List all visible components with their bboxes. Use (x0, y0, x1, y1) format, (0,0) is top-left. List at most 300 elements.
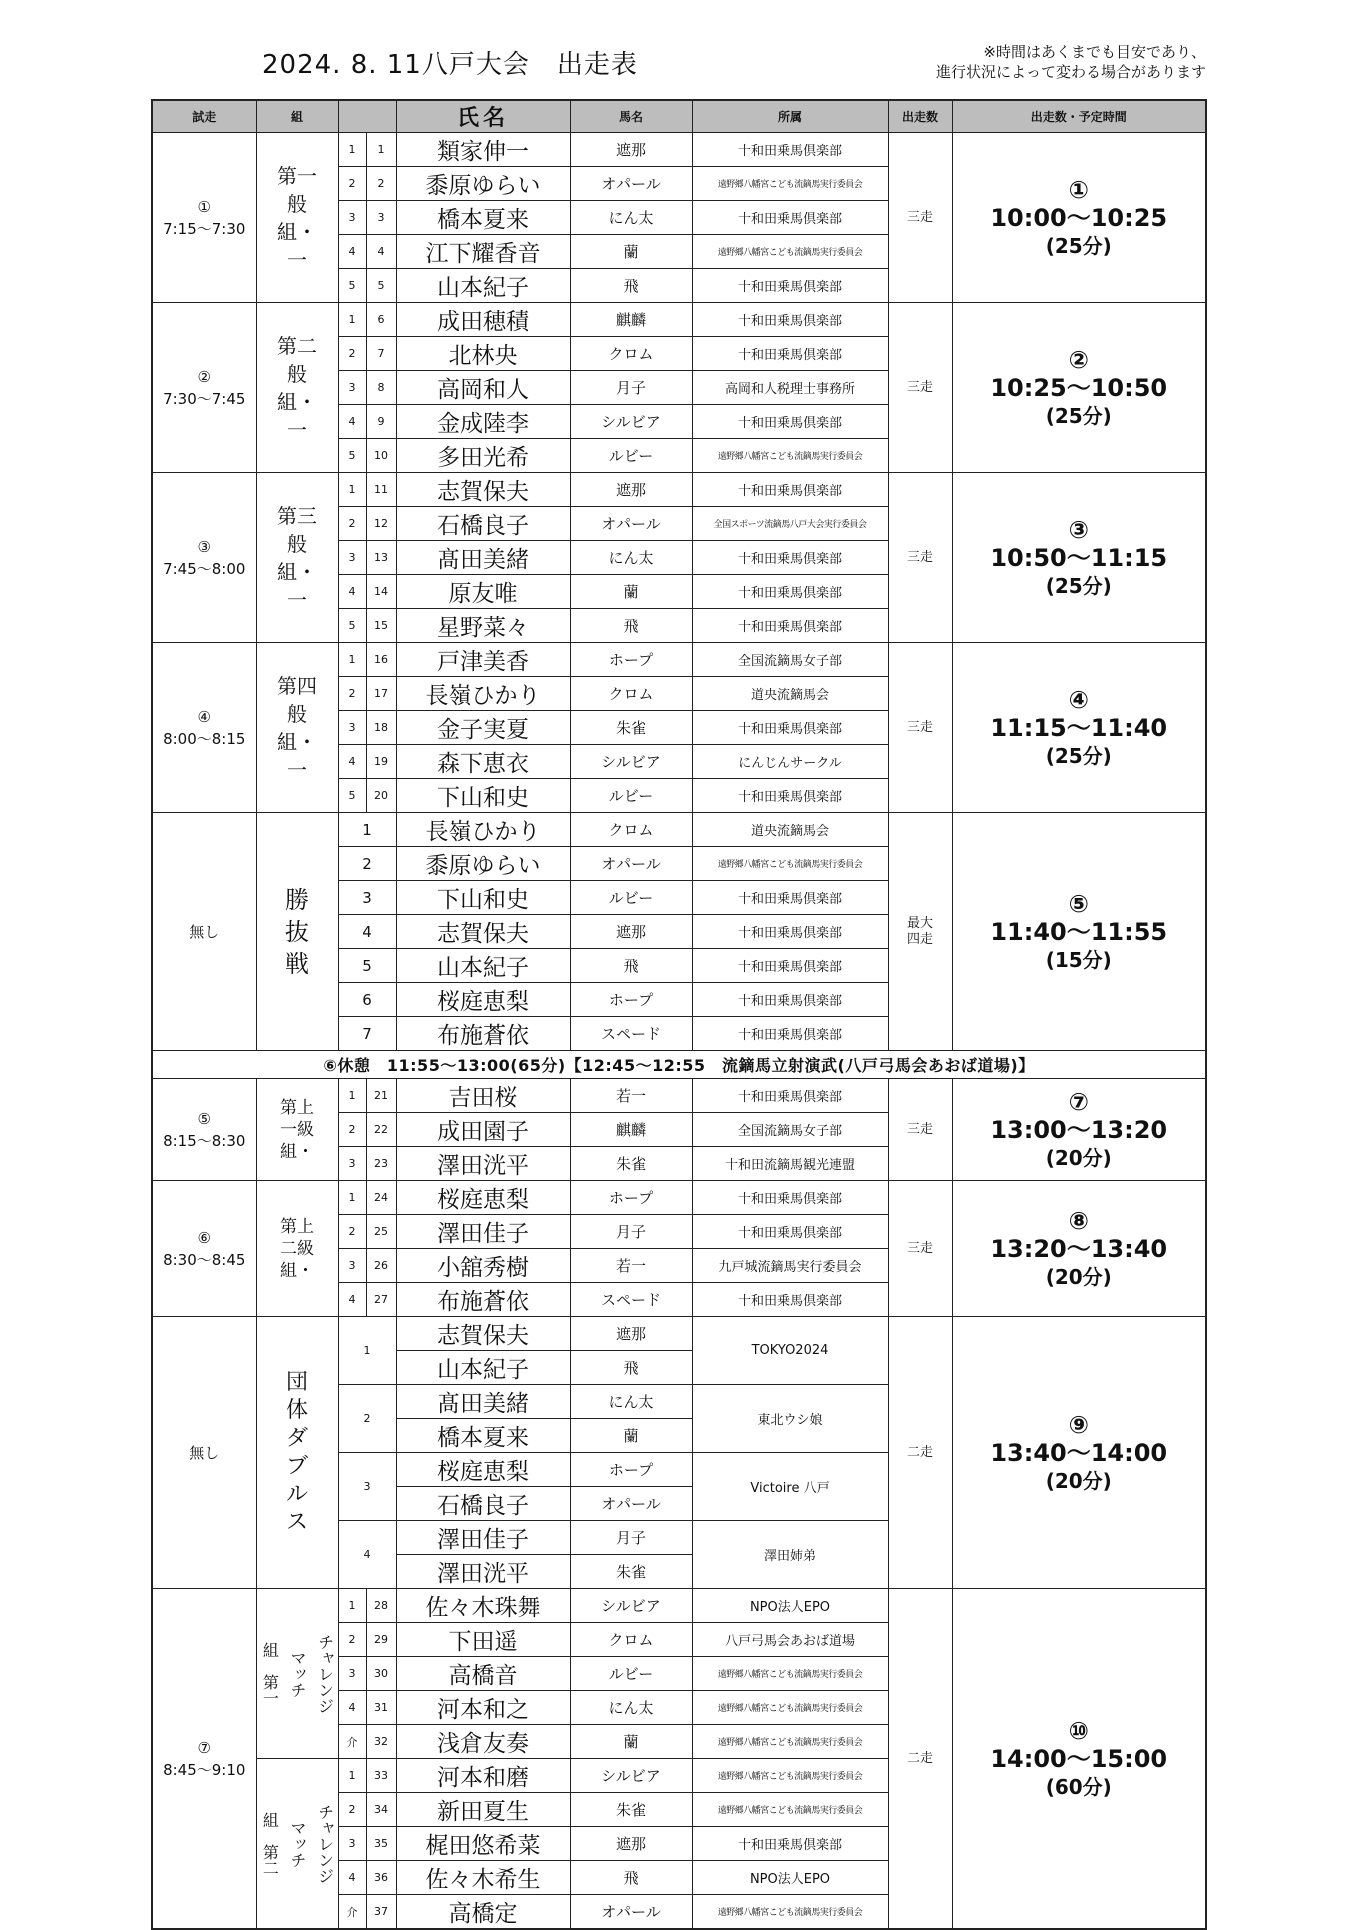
horse-name: 飛 (570, 1351, 692, 1385)
entry-number: 4 (338, 745, 366, 779)
affiliation: 高岡和人税理士事務所 (692, 371, 888, 405)
slot-duration: (20分) (1045, 1468, 1112, 1493)
affiliation: NPO法人EPO (692, 1589, 888, 1623)
trial-time: 7:45～8:00 (163, 559, 246, 578)
group-cell (256, 473, 338, 643)
entry-number: 1 (338, 1181, 366, 1215)
trial-cell (152, 133, 256, 303)
rider-name: 志賀保夫 (396, 915, 570, 949)
scheduled-time-cell (952, 1589, 1206, 1930)
entry-number: 2 (338, 677, 366, 711)
group-label-column: マッチ (287, 1819, 307, 1868)
affiliation: 十和田乗馬倶楽部 (692, 541, 888, 575)
runs-count: 三走 (888, 133, 952, 303)
scheduled-time-cell (952, 133, 1206, 303)
break-row (152, 1051, 1206, 1079)
horse-name: 飛 (570, 269, 692, 303)
scheduled-time-cell (952, 473, 1206, 643)
affiliation: 十和田乗馬倶楽部 (692, 711, 888, 745)
horse-name: 若一 (570, 1079, 692, 1113)
affiliation: 遠野郷八幡宮こども流鏑馬実行委員会 (692, 439, 888, 473)
horse-name: 月子 (570, 371, 692, 405)
trial-number: ① (197, 197, 211, 216)
entry-number: 6 (338, 983, 396, 1017)
group-label-line-2: 二級 (280, 1238, 314, 1259)
rider-name: 浅倉友奏 (396, 1725, 570, 1759)
trial-time: 7:15～7:30 (163, 219, 246, 238)
rider-name: 河本和磨 (396, 1759, 570, 1793)
affiliation: 全国スポーツ流鏑馬八戸大会実行委員会 (692, 507, 888, 541)
entry-number: 3 (338, 1147, 366, 1181)
table-row (152, 1317, 1206, 1351)
scheduled-time-cell (952, 643, 1206, 813)
entry-number: 4 (338, 575, 366, 609)
rider-number: 11 (366, 473, 396, 507)
rider-name: 布施蒼依 (396, 1017, 570, 1051)
trial-cell (152, 1181, 256, 1317)
rider-name: 橋本夏来 (396, 1419, 570, 1453)
slot-number: ① (1068, 175, 1089, 204)
affiliation: 全国流鏑馬女子部 (692, 643, 888, 677)
affiliation: 十和田乗馬倶楽部 (692, 1215, 888, 1249)
trial-cell: 無し (152, 1317, 256, 1589)
team-name: 東北ウシ娘 (692, 1385, 888, 1453)
entry-number: 4 (338, 1691, 366, 1725)
trial-number: ⑦ (197, 1738, 211, 1757)
trial-time: 8:45～9:10 (163, 1760, 246, 1779)
horse-name: オパール (570, 847, 692, 881)
rider-name: 黍原ゆらい (396, 847, 570, 881)
slot-duration: (25分) (1045, 573, 1112, 598)
group-cell (256, 133, 338, 303)
rider-name: 山本紀子 (396, 269, 570, 303)
rider-name: 金子実夏 (396, 711, 570, 745)
slot-time: 13:20～13:40 (990, 1234, 1168, 1263)
horse-name: 麒麟 (570, 1113, 692, 1147)
rider-number: 26 (366, 1249, 396, 1283)
slot-number: ⑧ (1068, 1206, 1089, 1235)
team-number: 4 (338, 1521, 396, 1589)
runs-count: 三走 (888, 1079, 952, 1181)
slot-number: ④ (1068, 685, 1089, 714)
group-cell (256, 1079, 338, 1181)
slot-number: ③ (1068, 515, 1089, 544)
slot-duration: (60分) (1045, 1774, 1112, 1799)
rider-name: 桜庭恵梨 (396, 1181, 570, 1215)
rider-name: 佐々木希生 (396, 1861, 570, 1895)
rider-number: 3 (366, 201, 396, 235)
schedule-note (936, 42, 1206, 82)
horse-name: ルビー (570, 779, 692, 813)
horse-name: 蘭 (570, 1725, 692, 1759)
entry-number: 3 (338, 371, 366, 405)
start-list-table (151, 99, 1207, 1930)
rider-name: 下山和史 (396, 779, 570, 813)
rider-number: 29 (366, 1623, 396, 1657)
trial-cell (152, 303, 256, 473)
rider-number: 2 (366, 167, 396, 201)
affiliation: 十和田乗馬倶楽部 (692, 983, 888, 1017)
horse-name: 朱雀 (570, 711, 692, 745)
group-label-line-3: 組・ (280, 1141, 314, 1162)
rider-number: 18 (366, 711, 396, 745)
rider-number: 8 (366, 371, 396, 405)
rider-name: 梶田悠希菜 (396, 1827, 570, 1861)
entry-number: 3 (338, 541, 366, 575)
slot-time: 10:00～10:25 (990, 203, 1168, 232)
slot-time: 11:40～11:55 (990, 917, 1168, 946)
horse-name: オパール (570, 1487, 692, 1521)
group-cell (256, 1181, 338, 1317)
trial-cell (152, 473, 256, 643)
rider-name: 新田夏生 (396, 1793, 570, 1827)
trial-number: ② (197, 367, 211, 386)
horse-name: ルビー (570, 439, 692, 473)
col-numbers (338, 100, 396, 133)
slot-time: 13:00～13:20 (990, 1115, 1168, 1144)
slot-time: 10:50～11:15 (990, 543, 1168, 572)
col-trial: 試走 (152, 100, 256, 133)
horse-name: 蘭 (570, 1419, 692, 1453)
horse-name: 飛 (570, 1861, 692, 1895)
slot-time: 10:25～10:50 (990, 373, 1168, 402)
entry-number: 4 (338, 235, 366, 269)
runs-count: 三走 (888, 1181, 952, 1317)
entry-number: 2 (338, 337, 366, 371)
page-title: 2024. 8. 11八戸大会 出走表 (262, 50, 638, 80)
rider-name: 黍原ゆらい (396, 167, 570, 201)
rider-name: 高橋音 (396, 1657, 570, 1691)
slot-number: ② (1068, 345, 1089, 374)
team-number: 1 (338, 1317, 396, 1385)
rider-number: 36 (366, 1861, 396, 1895)
rider-name: 下山和史 (396, 881, 570, 915)
rider-name: 澤田洸平 (396, 1147, 570, 1181)
table-row (152, 813, 1206, 847)
group-cell (256, 643, 338, 813)
rider-name: 澤田洸平 (396, 1555, 570, 1589)
entry-number: 5 (338, 269, 366, 303)
entry-number: 3 (338, 1827, 366, 1861)
horse-name: 遮那 (570, 133, 692, 167)
group-label: 第四般組・一 (277, 673, 317, 782)
horse-name: シルビア (570, 405, 692, 439)
horse-name: 遮那 (570, 1827, 692, 1861)
affiliation: 十和田乗馬倶楽部 (692, 915, 888, 949)
horse-name: 月子 (570, 1215, 692, 1249)
rider-name: 原友唯 (396, 575, 570, 609)
entry-number: 1 (338, 303, 366, 337)
horse-name: 遮那 (570, 915, 692, 949)
col-runs: 出走数 (888, 100, 952, 133)
slot-duration: (25分) (1045, 743, 1112, 768)
entry-number: 2 (338, 1215, 366, 1249)
rider-number: 30 (366, 1657, 396, 1691)
horse-name: 遮那 (570, 1317, 692, 1351)
affiliation: 十和田乗馬倶楽部 (692, 201, 888, 235)
runs-line-2: 四走 (906, 931, 933, 947)
rider-number: 23 (366, 1147, 396, 1181)
table-row (152, 473, 1206, 507)
team-name: TOKYO2024 (692, 1317, 888, 1385)
rider-number: 27 (366, 1283, 396, 1317)
team-name: Victoire 八戸 (692, 1453, 888, 1521)
rider-number: 9 (366, 405, 396, 439)
rider-name: 成田穂積 (396, 303, 570, 337)
entry-number: 1 (338, 813, 396, 847)
group-label-column: チャレンジ (315, 1803, 335, 1884)
entry-number: 5 (338, 609, 366, 643)
scheduled-time-cell (952, 1317, 1206, 1589)
rider-name: 成田園子 (396, 1113, 570, 1147)
slot-number: ⑤ (1068, 889, 1089, 918)
horse-name: ホープ (570, 1181, 692, 1215)
horse-name: シルビア (570, 1589, 692, 1623)
rider-number: 33 (366, 1759, 396, 1793)
group-label: 第二般組・一 (277, 333, 317, 442)
affiliation: 十和田流鏑馬観光連盟 (692, 1147, 888, 1181)
col-group: 組 (256, 100, 338, 133)
horse-name: 蘭 (570, 235, 692, 269)
entry-number: 3 (338, 711, 366, 745)
horse-name: スペード (570, 1283, 692, 1317)
horse-name: 遮那 (570, 473, 692, 507)
rider-number: 21 (366, 1079, 396, 1113)
horse-name: にん太 (570, 1691, 692, 1725)
horse-name: クロム (570, 677, 692, 711)
group-label: 勝抜戦 (285, 885, 309, 978)
rider-number: 16 (366, 643, 396, 677)
runs-count: 三走 (888, 643, 952, 813)
affiliation: 十和田乗馬倶楽部 (692, 779, 888, 813)
rider-number: 31 (366, 1691, 396, 1725)
affiliation: 道央流鏑馬会 (692, 677, 888, 711)
rider-name: 金成陸李 (396, 405, 570, 439)
runs-count: 三走 (888, 473, 952, 643)
trial-number: ⑥ (197, 1228, 211, 1247)
horse-name: オパール (570, 507, 692, 541)
group-label-line-1: 第上 (280, 1216, 314, 1237)
entry-number: 3 (338, 1249, 366, 1283)
group-cell (256, 813, 338, 1051)
table-body (152, 133, 1206, 1930)
rider-name: 志賀保夫 (396, 473, 570, 507)
rider-number: 34 (366, 1793, 396, 1827)
affiliation: 十和田乗馬倶楽部 (692, 609, 888, 643)
header-row (152, 100, 1206, 133)
rider-name: 髙田美緒 (396, 1385, 570, 1419)
horse-name: シルビア (570, 1759, 692, 1793)
rider-name: 澤田佳子 (396, 1215, 570, 1249)
rider-number: 32 (366, 1725, 396, 1759)
affiliation: 遠野郷八幡宮こども流鏑馬実行委員会 (692, 167, 888, 201)
group-label-line-1: 第上 (280, 1097, 314, 1118)
rider-number: 15 (366, 609, 396, 643)
affiliation: 遠野郷八幡宮こども流鏑馬実行委員会 (692, 1759, 888, 1793)
entry-number: 2 (338, 167, 366, 201)
affiliation: 十和田乗馬倶楽部 (692, 405, 888, 439)
slot-number: ⑨ (1068, 1410, 1089, 1439)
horse-name: 月子 (570, 1521, 692, 1555)
table-row (152, 643, 1206, 677)
table-row (152, 1079, 1206, 1113)
entry-number: 1 (338, 1759, 366, 1793)
trial-time: 8:00～8:15 (163, 729, 246, 748)
slot-duration: (15分) (1045, 947, 1112, 972)
entry-number: 2 (338, 1793, 366, 1827)
runs-line-1: 最大 (906, 915, 933, 931)
rider-number: 14 (366, 575, 396, 609)
rider-name: 小舘秀樹 (396, 1249, 570, 1283)
rider-name: 類家伸一 (396, 133, 570, 167)
rider-name: 佐々木珠舞 (396, 1589, 570, 1623)
rider-name: 森下恵衣 (396, 745, 570, 779)
horse-name: 若一 (570, 1249, 692, 1283)
rider-name: 志賀保夫 (396, 1317, 570, 1351)
rider-name: 吉田桜 (396, 1079, 570, 1113)
affiliation: 十和田乗馬倶楽部 (692, 949, 888, 983)
horse-name: 蘭 (570, 575, 692, 609)
rider-number: 12 (366, 507, 396, 541)
affiliation: 道央流鏑馬会 (692, 813, 888, 847)
horse-name: ホープ (570, 643, 692, 677)
rider-number: 10 (366, 439, 396, 473)
group-label: 第一般組・一 (277, 163, 317, 272)
affiliation: 遠野郷八幡宮こども流鏑馬実行委員会 (692, 235, 888, 269)
rider-number: 4 (366, 235, 396, 269)
team-name: 澤田姉弟 (692, 1521, 888, 1589)
horse-name: にん太 (570, 1385, 692, 1419)
group-cell (256, 1759, 338, 1930)
horse-name: 朱雀 (570, 1147, 692, 1181)
affiliation: にんじんサークル (692, 745, 888, 779)
rider-number: 13 (366, 541, 396, 575)
affiliation: 九戸城流鏑馬実行委員会 (692, 1249, 888, 1283)
affiliation: 全国流鏑馬女子部 (692, 1113, 888, 1147)
rider-name: 星野菜々 (396, 609, 570, 643)
horse-name: ルビー (570, 1657, 692, 1691)
horse-name: クロム (570, 337, 692, 371)
rider-number: 24 (366, 1181, 396, 1215)
affiliation: 十和田乗馬倶楽部 (692, 1017, 888, 1051)
horse-name: スペード (570, 1017, 692, 1051)
rider-number: 7 (366, 337, 396, 371)
rider-name: 桜庭恵梨 (396, 1453, 570, 1487)
team-number: 3 (338, 1453, 396, 1521)
entry-number: 1 (338, 1079, 366, 1113)
trial-number: ⑤ (197, 1109, 211, 1128)
group-label-line-2: 一級 (280, 1119, 314, 1140)
entry-number: 4 (338, 405, 366, 439)
horse-name: ホープ (570, 983, 692, 1017)
affiliation: 遠野郷八幡宮こども流鏑馬実行委員会 (692, 1691, 888, 1725)
trial-time: 8:15～8:30 (163, 1131, 246, 1150)
rider-name: 多田光希 (396, 439, 570, 473)
scheduled-time-cell (952, 813, 1206, 1051)
note-line-1: ※時間はあくまでも目安であり、 (983, 43, 1206, 61)
slot-time: 14:00～15:00 (990, 1744, 1168, 1773)
affiliation: NPO法人EPO (692, 1861, 888, 1895)
group-label-column: 組 第二 (260, 1811, 280, 1876)
trial-number: ④ (197, 707, 211, 726)
rider-name: 長嶺ひかり (396, 677, 570, 711)
entry-number: 4 (338, 915, 396, 949)
rider-name: 橋本夏来 (396, 201, 570, 235)
table-row (152, 1589, 1206, 1623)
table-row (152, 303, 1206, 337)
slot-duration: (25分) (1045, 233, 1112, 258)
entry-number: 2 (338, 1623, 366, 1657)
rider-name: 山本紀子 (396, 1351, 570, 1385)
affiliation: 十和田乗馬倶楽部 (692, 337, 888, 371)
rider-name: 高橋定 (396, 1895, 570, 1930)
horse-name: ホープ (570, 1453, 692, 1487)
rider-number: 35 (366, 1827, 396, 1861)
rider-name: 石橋良子 (396, 1487, 570, 1521)
rider-name: 長嶺ひかり (396, 813, 570, 847)
group-label-column: マッチ (287, 1649, 307, 1698)
rider-number: 17 (366, 677, 396, 711)
trial-cell (152, 1589, 256, 1930)
rider-number: 5 (366, 269, 396, 303)
slot-duration: (20分) (1045, 1145, 1112, 1170)
rider-number: 19 (366, 745, 396, 779)
horse-name: 飛 (570, 949, 692, 983)
horse-name: にん太 (570, 541, 692, 575)
slot-duration: (25分) (1045, 403, 1112, 428)
horse-name: クロム (570, 1623, 692, 1657)
entry-number: 5 (338, 779, 366, 813)
affiliation: 十和田乗馬倶楽部 (692, 1079, 888, 1113)
trial-cell (152, 643, 256, 813)
rider-number: 28 (366, 1589, 396, 1623)
affiliation: 十和田乗馬倶楽部 (692, 575, 888, 609)
affiliation: 十和田乗馬倶楽部 (692, 1827, 888, 1861)
horse-name: ルビー (570, 881, 692, 915)
rider-number: 20 (366, 779, 396, 813)
trial-time: 8:30～8:45 (163, 1250, 246, 1269)
horse-name: 飛 (570, 609, 692, 643)
entry-number: 1 (338, 1589, 366, 1623)
trial-cell: 無し (152, 813, 256, 1051)
entry-number: 1 (338, 643, 366, 677)
rider-name: 桜庭恵梨 (396, 983, 570, 1017)
slot-number: ⑦ (1068, 1087, 1089, 1116)
table-row (152, 133, 1206, 167)
table-row (152, 1181, 1206, 1215)
affiliation: 十和田乗馬倶楽部 (692, 881, 888, 915)
rider-name: 高岡和人 (396, 371, 570, 405)
group-cell (256, 303, 338, 473)
rider-number: 22 (366, 1113, 396, 1147)
group-label: 第三般組・一 (277, 503, 317, 612)
affiliation: 遠野郷八幡宮こども流鏑馬実行委員会 (692, 1793, 888, 1827)
affiliation: 十和田乗馬倶楽部 (692, 1181, 888, 1215)
col-horse: 馬名 (570, 100, 692, 133)
entry-number: 4 (338, 1283, 366, 1317)
entry-number: 介 (338, 1725, 366, 1759)
entry-number: 3 (338, 1657, 366, 1691)
entry-number: 1 (338, 473, 366, 507)
runs-count (888, 813, 952, 1051)
group-label-column: チャレンジ (315, 1633, 335, 1714)
group-label (257, 1804, 338, 1884)
rider-name: 河本和之 (396, 1691, 570, 1725)
note-line-2: 進行状況によって変わる場合があります (935, 63, 1206, 81)
slot-number: ⑩ (1068, 1716, 1089, 1745)
group-label (257, 1634, 338, 1714)
rider-name: 下田遥 (396, 1623, 570, 1657)
